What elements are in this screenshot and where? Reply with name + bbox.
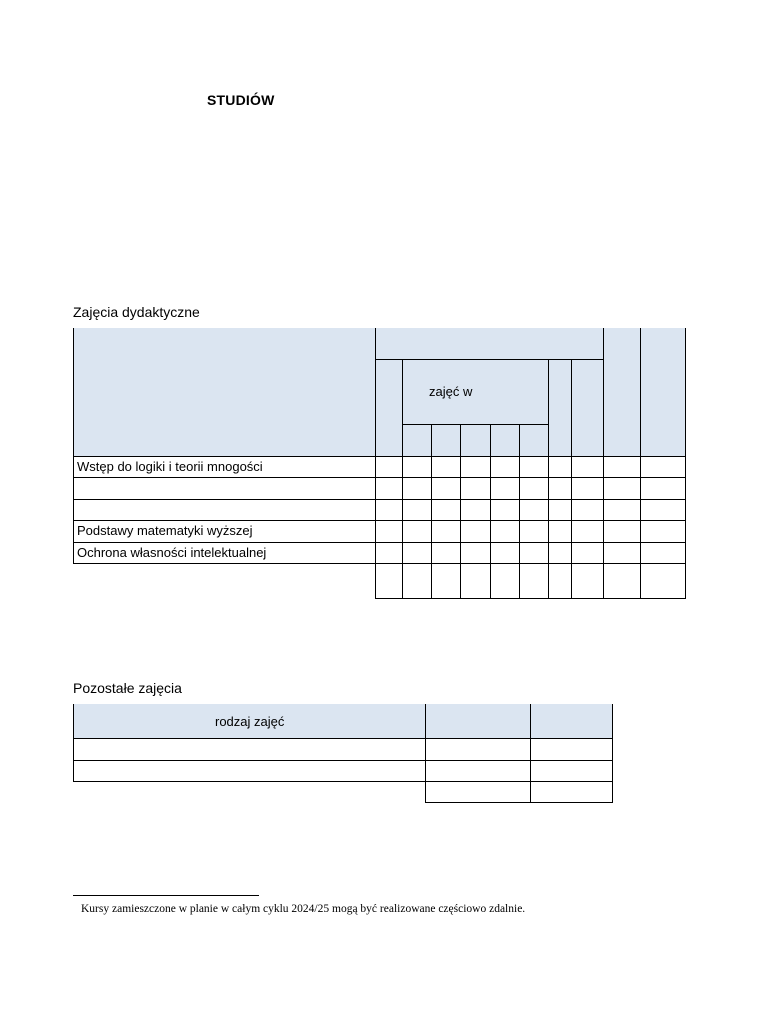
section-title-other: Pozostałe zajęcia [73,680,182,696]
section-title-didactic: Zajęcia dydaktyczne [73,304,200,320]
table-row-label: Wstęp do logiki i teorii mnogości [77,459,263,474]
column-header-activity-type: rodzaj zajęć [215,714,285,729]
header-subcolumn-label: zajęć w [429,384,473,399]
footnote: Kursy zamieszczone w planie w całym cyklu 2024/25 mogą być realizowane częściowo zdalnie. [81,903,526,915]
table-row-label: Podstawy matematyki wyższej [77,523,253,538]
table-row-label: Ochrona własności intelektualnej [77,545,267,560]
document-title: STUDIÓW [207,92,275,108]
other-header-fill [73,704,612,738]
footnote-separator [73,895,259,896]
